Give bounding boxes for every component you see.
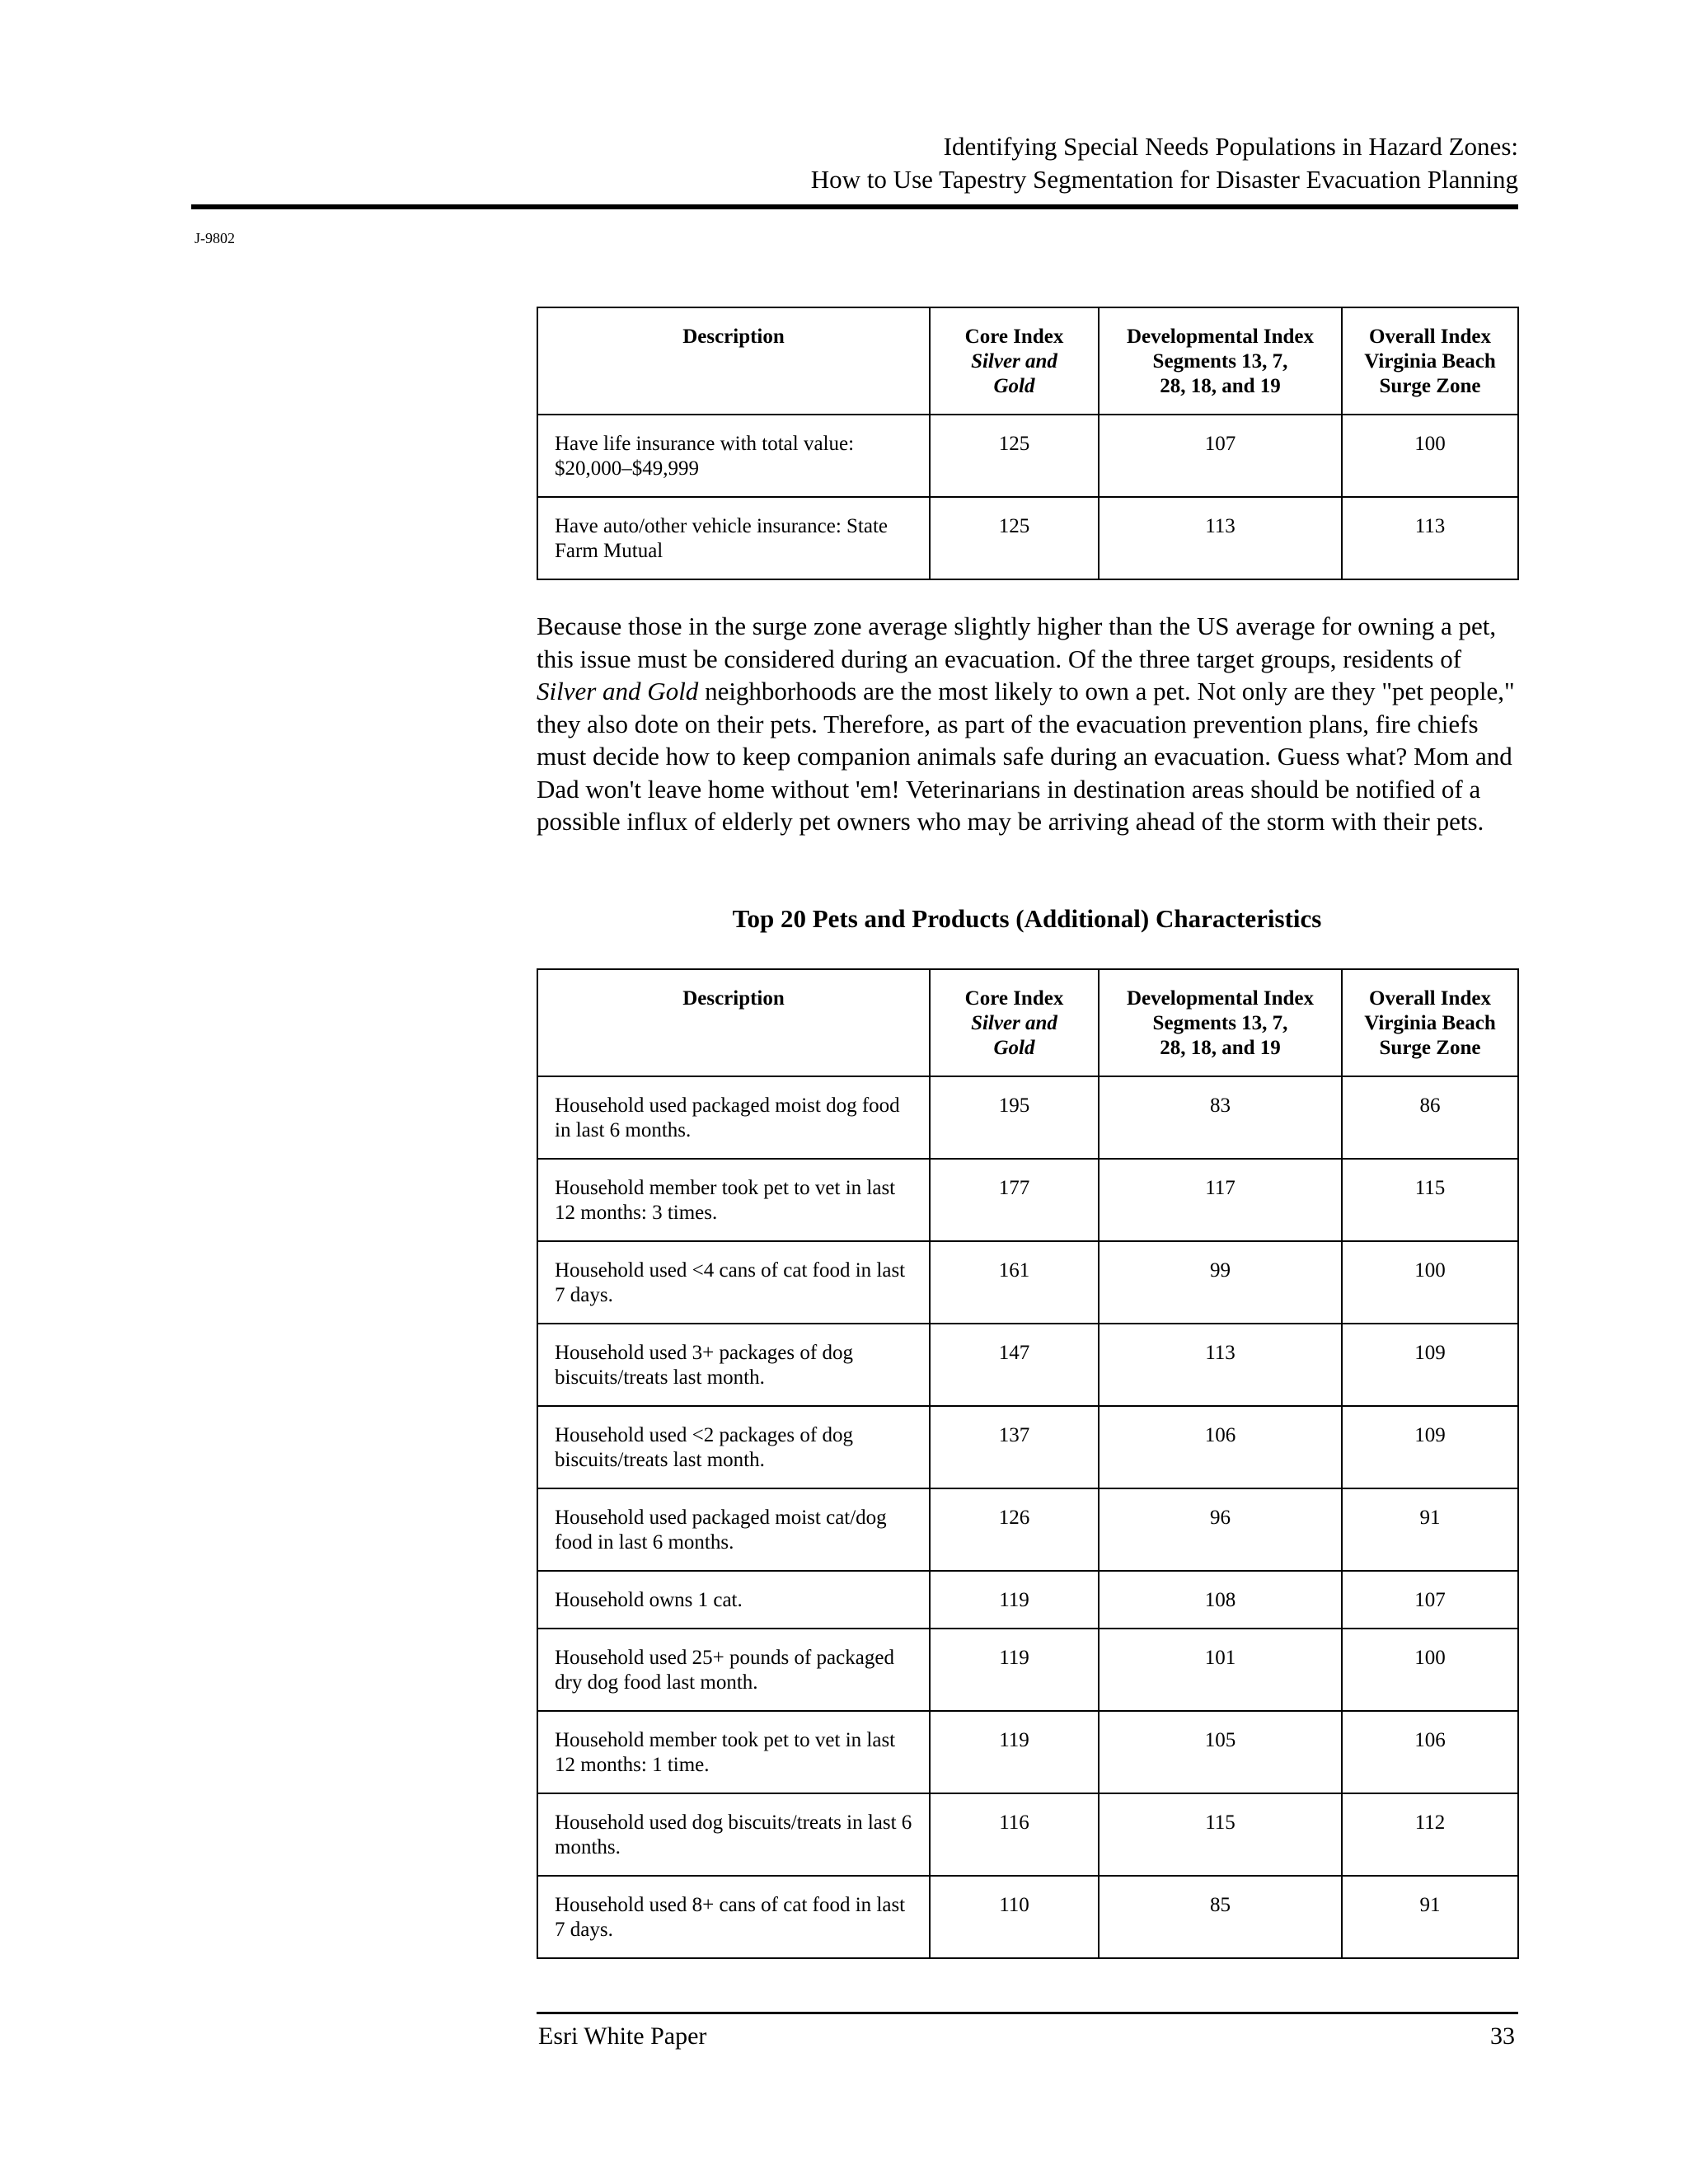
cell-core-index: 177 — [930, 1159, 1099, 1241]
cell-overall-index: 91 — [1342, 1488, 1518, 1571]
header-core-index — [930, 307, 1099, 415]
cell-overall-index: 86 — [1342, 1076, 1518, 1159]
table-row — [537, 497, 1518, 579]
header-developmental-index — [1099, 307, 1342, 415]
insurance-table — [537, 307, 1519, 580]
document-code: J-9802 — [195, 230, 235, 246]
cell-overall-index: 106 — [1342, 1711, 1518, 1793]
cell-core-index: 119 — [930, 1629, 1099, 1711]
header-overall-line2: Virginia Beach — [1364, 1012, 1496, 1034]
cell-description: Household owns 1 cat. — [537, 1571, 930, 1629]
cell-overall-index: 112 — [1342, 1793, 1518, 1876]
table-row — [537, 1629, 1518, 1711]
header-overall-line3: Surge Zone — [1379, 375, 1481, 397]
cell-description: Household member took pet to vet in last 12 months: 1 time. — [537, 1711, 930, 1793]
header-dev-line1: Developmental Index — [1126, 326, 1315, 348]
cell-developmental-index: 96 — [1099, 1488, 1342, 1571]
cell-developmental-index: 83 — [1099, 1076, 1342, 1159]
table-row — [537, 1793, 1518, 1876]
cell-description: Household used dog biscuits/treats in last 6 months. — [537, 1793, 930, 1876]
header-overall-index — [1342, 307, 1518, 415]
footer-publication: Esri White Paper — [538, 2022, 707, 2050]
header-overall-line2: Virginia Beach — [1364, 350, 1496, 373]
cell-overall-index: 109 — [1342, 1406, 1518, 1488]
header-overall-line1: Overall Index — [1369, 326, 1491, 348]
table-row — [537, 1571, 1518, 1629]
cell-developmental-index: 115 — [1099, 1793, 1342, 1876]
table-row — [537, 1324, 1518, 1406]
header-core-line1: Core Index — [964, 326, 1064, 348]
cell-developmental-index: 117 — [1099, 1159, 1342, 1241]
header-dev-line2: Segments 13, 7, — [1152, 350, 1288, 373]
cell-developmental-index: 113 — [1099, 1324, 1342, 1406]
cell-description: Household used 3+ packages of dog biscuits/treats last month. — [537, 1324, 930, 1406]
header-overall-line1: Overall Index — [1369, 987, 1491, 1010]
cell-core-index: 119 — [930, 1711, 1099, 1793]
cell-core-index: 195 — [930, 1076, 1099, 1159]
cell-description: Household used 25+ pounds of packaged dry dog food last month. — [537, 1629, 930, 1711]
cell-core-index: 147 — [930, 1324, 1099, 1406]
header-core-line1: Core Index — [964, 987, 1064, 1010]
table-row — [537, 415, 1518, 497]
cell-developmental-index: 107 — [1099, 415, 1342, 497]
cell-core-index: 116 — [930, 1793, 1099, 1876]
header-core-line3: Gold — [993, 1037, 1035, 1059]
paragraph-italic: Silver and Gold — [537, 677, 699, 705]
header-description — [537, 307, 930, 415]
cell-overall-index: 113 — [1342, 497, 1518, 579]
cell-developmental-index: 113 — [1099, 497, 1342, 579]
cell-core-index: 161 — [930, 1241, 1099, 1324]
header-description-label: Description — [682, 326, 785, 348]
header-core-line2: Silver and — [971, 350, 1057, 373]
table-row — [537, 1876, 1518, 1958]
cell-developmental-index: 105 — [1099, 1711, 1342, 1793]
cell-developmental-index: 85 — [1099, 1876, 1342, 1958]
header-dev-line1: Developmental Index — [1126, 987, 1315, 1010]
header-core-line2: Silver and — [971, 1012, 1057, 1034]
header-core-index — [930, 969, 1099, 1076]
footer-rule — [537, 2012, 1518, 2014]
table-row — [537, 1076, 1518, 1159]
cell-description: Household used packaged moist cat/dog food in last 6 months. — [537, 1488, 930, 1571]
cell-overall-index: 109 — [1342, 1324, 1518, 1406]
cell-description: Have auto/other vehicle insurance: State Farm Mutual — [537, 497, 930, 579]
cell-developmental-index: 108 — [1099, 1571, 1342, 1629]
header-description-label: Description — [682, 987, 785, 1010]
cell-overall-index: 91 — [1342, 1876, 1518, 1958]
cell-overall-index: 100 — [1342, 415, 1518, 497]
page-number: 33 — [1490, 2022, 1515, 2050]
cell-overall-index: 107 — [1342, 1571, 1518, 1629]
header-description — [537, 969, 930, 1076]
table-row — [537, 1711, 1518, 1793]
body-paragraph — [537, 610, 1526, 838]
cell-core-index: 125 — [930, 415, 1099, 497]
header-overall-line3: Surge Zone — [1379, 1037, 1481, 1059]
table-row — [537, 1159, 1518, 1241]
header-dev-line3: 28, 18, and 19 — [1160, 1037, 1281, 1059]
header-title-line2: How to Use Tapestry Segmentation for Disaster Evacuation Planning — [810, 165, 1518, 194]
cell-overall-index: 100 — [1342, 1629, 1518, 1711]
table-row — [537, 1241, 1518, 1324]
header-dev-line2: Segments 13, 7, — [1152, 1012, 1288, 1034]
cell-core-index: 119 — [930, 1571, 1099, 1629]
header-developmental-index — [1099, 969, 1342, 1076]
cell-developmental-index: 106 — [1099, 1406, 1342, 1488]
header-core-line3: Gold — [993, 375, 1035, 397]
table-title: Top 20 Pets and Products (Additional) Characteristics — [732, 904, 1322, 933]
cell-overall-index: 100 — [1342, 1241, 1518, 1324]
cell-description: Household used <4 cans of cat food in last 7 days. — [537, 1241, 930, 1324]
table-header-row — [537, 969, 1518, 1076]
cell-core-index: 125 — [930, 497, 1099, 579]
cell-description: Household used packaged moist dog food in last 6 months. — [537, 1076, 930, 1159]
header-rule — [191, 204, 1518, 209]
header-title-line1: Identifying Special Needs Populations in Hazard Zones: — [943, 132, 1518, 161]
cell-developmental-index: 99 — [1099, 1241, 1342, 1324]
cell-description: Household used 8+ cans of cat food in last 7 days. — [537, 1876, 930, 1958]
table-header-row — [537, 307, 1518, 415]
cell-description: Have life insurance with total value: $20,000–$49,999 — [537, 415, 930, 497]
cell-core-index: 110 — [930, 1876, 1099, 1958]
cell-core-index: 137 — [930, 1406, 1099, 1488]
cell-description: Household used <2 packages of dog biscuits/treats last month. — [537, 1406, 930, 1488]
header-overall-index — [1342, 969, 1518, 1076]
table-row — [537, 1406, 1518, 1488]
cell-core-index: 126 — [930, 1488, 1099, 1571]
cell-developmental-index: 101 — [1099, 1629, 1342, 1711]
pets-table — [537, 968, 1519, 1959]
page-header — [191, 130, 1518, 196]
header-dev-line3: 28, 18, and 19 — [1160, 375, 1281, 397]
table-row — [537, 1488, 1518, 1571]
paragraph-text-2: neighborhoods are the most likely to own a pet. Not only are they "pet people," they also dote on their pets. Therefore, as part of the evacuation prevention plans, fire chiefs must decide how to keep companion animals safe during an evacuation. Guess what? Mom and Dad won't leave home without 'em! Veterinarians in destination areas should be notified of a possible influx of elderly pet owners who may be arriving ahead of the storm with their pets. — [537, 677, 1515, 836]
cell-description: Household member took pet to vet in last 12 months: 3 times. — [537, 1159, 930, 1241]
cell-overall-index: 115 — [1342, 1159, 1518, 1241]
paragraph-text-1: Because those in the surge zone average slightly higher than the US average for owning a pet, this issue must be considered during an evacuation. Of the three target groups, residents of — [537, 612, 1497, 673]
